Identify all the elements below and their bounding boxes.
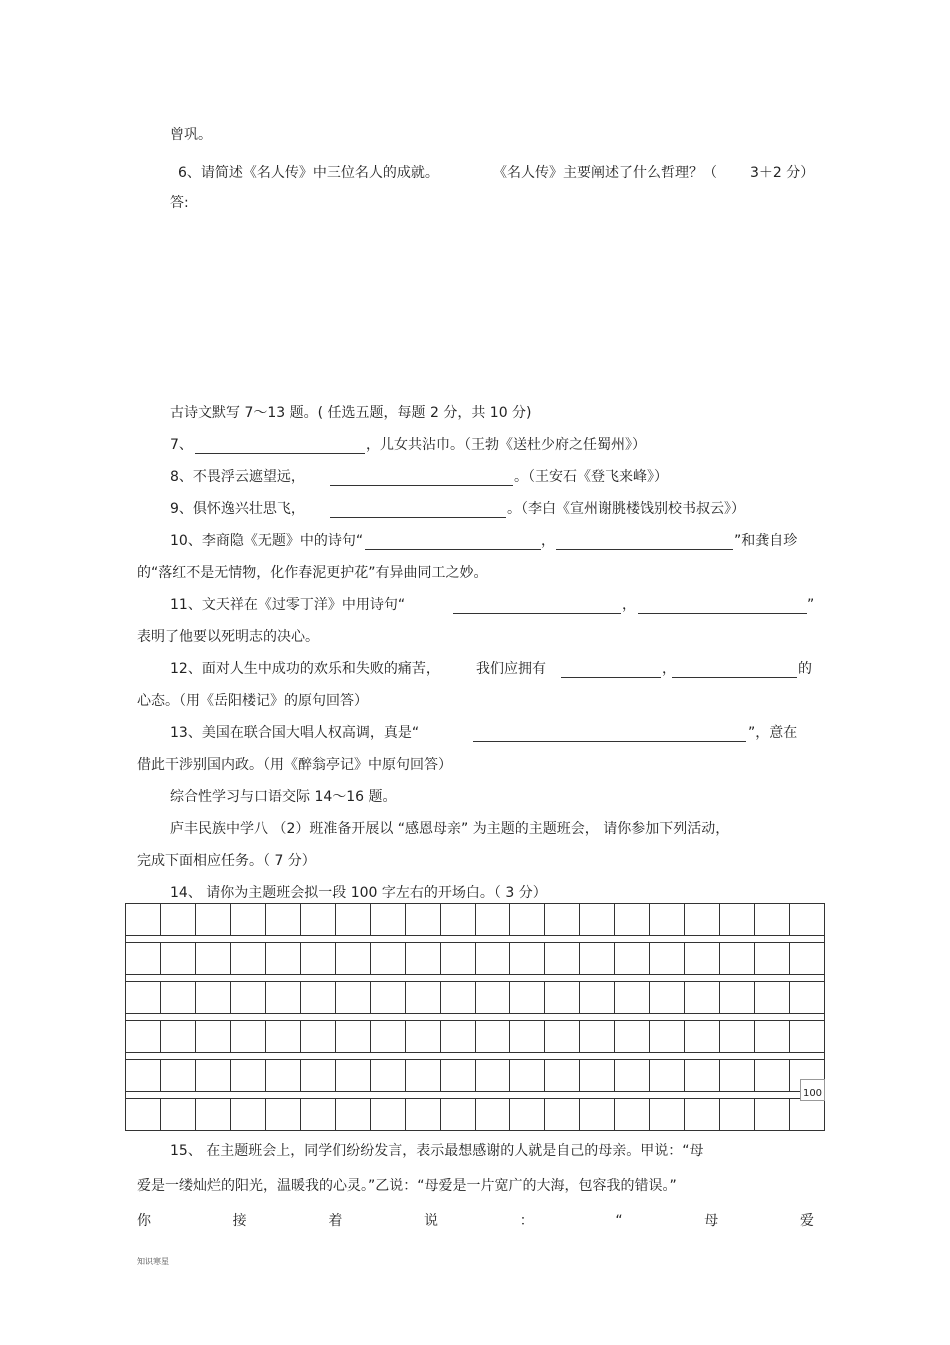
grid-cell[interactable]: [441, 943, 476, 974]
grid-cell[interactable]: [790, 904, 824, 935]
grid-cell[interactable]: [301, 1060, 336, 1091]
prompt-char: 母: [704, 1213, 719, 1229]
grid-cell[interactable]: [231, 1021, 266, 1052]
answer-blank: [330, 484, 513, 486]
question-9-source: 。（李白《宣州谢朓楼饯别校书叔云》）: [507, 501, 745, 517]
grid-cell[interactable]: [196, 904, 231, 935]
grid-cell[interactable]: [196, 1021, 231, 1052]
grid-cell[interactable]: [720, 982, 755, 1013]
grid-cell[interactable]: [196, 1060, 231, 1091]
grid-cell[interactable]: [126, 1060, 161, 1091]
grid-cell[interactable]: [196, 982, 231, 1013]
question-10-tail: ”和龚自珍: [734, 533, 798, 549]
footer-note: 知识寒星: [137, 1257, 169, 1266]
comma: ，: [662, 661, 676, 677]
grid-cell[interactable]: [650, 943, 685, 974]
grid-cell[interactable]: [441, 1021, 476, 1052]
grid-cell[interactable]: [126, 982, 161, 1013]
grid-cell[interactable]: [406, 1021, 441, 1052]
grid-cell[interactable]: [510, 982, 545, 1013]
grid-cell[interactable]: [266, 943, 301, 974]
grid-cell[interactable]: [406, 1099, 441, 1130]
grid-cell[interactable]: [545, 904, 580, 935]
prompt-char: 接: [232, 1213, 247, 1229]
prompt-char: ：: [519, 1213, 534, 1229]
grid-cell[interactable]: [790, 1021, 824, 1052]
answer-blank: [195, 452, 365, 454]
answer-blank: [638, 612, 807, 614]
grid-cell[interactable]: [545, 1021, 580, 1052]
question-6: 6、请简述《名人传》中三位名人的成就。: [178, 165, 439, 181]
grid-cell[interactable]: [615, 982, 650, 1013]
grid-row: [125, 1020, 825, 1053]
grid-cell[interactable]: [580, 1099, 615, 1130]
grid-cell[interactable]: [371, 1099, 406, 1130]
question-15-line2: 爱是一缕灿烂的阳光，温暖我的心灵。”乙说：“母爱是一片宽广的大海，包容我的错误。”: [137, 1178, 677, 1194]
grid-row: [125, 942, 825, 975]
grid-cell[interactable]: [580, 1021, 615, 1052]
grid-cell[interactable]: [406, 982, 441, 1013]
grid-cell[interactable]: [266, 982, 301, 1013]
prompt-char: 爱: [799, 1213, 814, 1229]
grid-row: [125, 1098, 825, 1131]
grid-cell[interactable]: [336, 1099, 371, 1130]
grid-cell[interactable]: [685, 982, 720, 1013]
question-13: 13、美国在联合国大唱人权高调，真是“: [170, 725, 420, 741]
grid-row: [125, 981, 825, 1014]
grid-cell[interactable]: [196, 1099, 231, 1130]
answer-prompt-line: [137, 1212, 814, 1230]
grid-cell[interactable]: [301, 904, 336, 935]
grid-cell[interactable]: [231, 1099, 266, 1130]
grid-cell[interactable]: [650, 982, 685, 1013]
grid-cell[interactable]: [301, 1099, 336, 1130]
grid-cell[interactable]: [371, 1021, 406, 1052]
grid-cell[interactable]: [126, 904, 161, 935]
answer-blank: [672, 676, 797, 678]
grid-cell[interactable]: [336, 1060, 371, 1091]
grid-cell[interactable]: [615, 943, 650, 974]
grid-cell[interactable]: [161, 982, 196, 1013]
question-10: 10、李商隐《无题》中的诗句“: [170, 533, 364, 549]
grid-cell[interactable]: [755, 1021, 790, 1052]
grid-cell[interactable]: [476, 904, 511, 935]
grid-cell[interactable]: [615, 1021, 650, 1052]
grid-cell[interactable]: [580, 982, 615, 1013]
grid-cell[interactable]: [685, 1021, 720, 1052]
composition-grid[interactable]: [125, 903, 825, 1125]
answer-blank: [561, 676, 661, 678]
grid-cell[interactable]: [476, 982, 511, 1013]
question-12: 12、面对人生中成功的欢乐和失败的痛苦，: [170, 661, 440, 677]
grid-cell[interactable]: [755, 904, 790, 935]
answer-blank: [556, 548, 733, 550]
grid-cell[interactable]: [406, 1060, 441, 1091]
grid-cell[interactable]: [266, 1060, 301, 1091]
grid-cell[interactable]: [126, 1099, 161, 1130]
question-8-source: 。（王安石《登飞来峰》）: [514, 469, 668, 485]
question-6-part: 《名人传》主要阐述了什么哲理？（: [493, 165, 717, 181]
grid-cell[interactable]: [720, 904, 755, 935]
grid-cell[interactable]: [301, 1021, 336, 1052]
grid-cell[interactable]: [790, 943, 824, 974]
question-6-score: 3＋2 分）: [750, 165, 815, 181]
question-13-line2: 借此干涉别国内政。（用《醉翁亭记》中原句回答）: [137, 757, 452, 773]
question-11-line2: 表明了他要以死明志的决心。: [137, 629, 319, 645]
grid-cell[interactable]: [685, 943, 720, 974]
grid-cell[interactable]: [476, 1099, 511, 1130]
grid-cell[interactable]: [650, 1099, 685, 1130]
grid-cell[interactable]: [510, 1021, 545, 1052]
prompt-char: 着: [328, 1213, 343, 1229]
intro-line: 完成下面相应任务。（ 7 分）: [137, 853, 316, 869]
quote-mark: ”: [807, 597, 815, 613]
grid-cell[interactable]: [336, 943, 371, 974]
grid-cell[interactable]: [790, 1099, 824, 1130]
grid-cell[interactable]: [685, 1099, 720, 1130]
grid-cell[interactable]: [266, 1021, 301, 1052]
grid-cell[interactable]: [126, 943, 161, 974]
grid-cell[interactable]: [371, 1060, 406, 1091]
comma: ，: [622, 597, 636, 613]
grid-cell[interactable]: [510, 1060, 545, 1091]
grid-cell[interactable]: [406, 904, 441, 935]
grid-cell[interactable]: [755, 1099, 790, 1130]
grid-cell[interactable]: [510, 1099, 545, 1130]
question-14: 14、 请你为主题班会拟一段 100 字左右的开场白。（ 3 分）: [170, 885, 547, 901]
grid-cell[interactable]: [580, 943, 615, 974]
grid-cell[interactable]: [196, 943, 231, 974]
question-10-line2: 的“落红不是无情物，化作春泥更护花”有异曲同工之妙。: [137, 565, 488, 581]
grid-cell[interactable]: [406, 943, 441, 974]
grid-cell[interactable]: [441, 1099, 476, 1130]
grid-cell[interactable]: [615, 904, 650, 935]
grid-cell[interactable]: [650, 904, 685, 935]
question-7-number: 7、: [170, 437, 193, 453]
grid-cell[interactable]: [580, 1060, 615, 1091]
grid-cell[interactable]: [441, 982, 476, 1013]
grid-cell[interactable]: [336, 1021, 371, 1052]
grid-cell[interactable]: [510, 904, 545, 935]
grid-cell[interactable]: [371, 904, 406, 935]
intro-line: 庐丰民族中学八 （2）班准备开展以 “感恩母亲” 为主题的主题班会， 请你参加下列活动，: [170, 821, 730, 837]
answer-blank: [330, 516, 506, 518]
grid-cell[interactable]: [755, 982, 790, 1013]
grid-cell[interactable]: [755, 1060, 790, 1091]
grid-cell[interactable]: [650, 1060, 685, 1091]
prompt-char: “: [615, 1213, 623, 1229]
grid-cell[interactable]: [371, 982, 406, 1013]
grid-cell[interactable]: [231, 943, 266, 974]
grid-cell[interactable]: [720, 943, 755, 974]
grid-cell[interactable]: [371, 943, 406, 974]
question-12-tail: 的: [798, 661, 812, 677]
text-line: 曾巩。: [170, 127, 212, 143]
grid-cell[interactable]: [615, 1099, 650, 1130]
grid-cell[interactable]: [476, 1060, 511, 1091]
question-12-line2: 心态。（用《岳阳楼记》的原句回答）: [137, 693, 368, 709]
answer-blank: [453, 612, 621, 614]
grid-cell[interactable]: [441, 1060, 476, 1091]
grid-cell[interactable]: [161, 1060, 196, 1091]
grid-cell[interactable]: [720, 1060, 755, 1091]
question-12-part: 我们应拥有: [476, 661, 546, 677]
question-7: ，儿女共沾巾。（王勃《送杜少府之任蜀州》）: [366, 437, 646, 453]
grid-cell[interactable]: [266, 1099, 301, 1130]
question-8: 8、不畏浮云遮望远，: [170, 469, 305, 485]
word-count-marker: 100: [800, 1079, 825, 1101]
grid-cell[interactable]: [301, 943, 336, 974]
answer-label: 答:: [170, 195, 189, 211]
question-11: 11、文天祥在《过零丁洋》中用诗句“: [170, 597, 406, 613]
question-13-tail: ”，意在: [748, 725, 798, 741]
grid-cell[interactable]: [650, 1021, 685, 1052]
grid-cell[interactable]: [720, 1021, 755, 1052]
answer-blank: [365, 548, 541, 550]
grid-cell[interactable]: [266, 904, 301, 935]
answer-blank: [473, 740, 746, 742]
grid-row: [125, 903, 825, 936]
grid-cell[interactable]: [720, 1099, 755, 1130]
grid-cell[interactable]: [336, 904, 371, 935]
question-15: 15、 在主题班会上，同学们纷纷发言，表示最想感谢的人就是自己的母亲。甲说：“母: [170, 1143, 704, 1159]
grid-cell[interactable]: [161, 943, 196, 974]
grid-cell[interactable]: [545, 1099, 580, 1130]
grid-cell[interactable]: [161, 1021, 196, 1052]
grid-cell[interactable]: [755, 943, 790, 974]
grid-cell[interactable]: [545, 1060, 580, 1091]
grid-cell[interactable]: [301, 982, 336, 1013]
grid-cell[interactable]: [615, 1060, 650, 1091]
grid-cell[interactable]: [685, 1060, 720, 1091]
grid-cell[interactable]: [161, 904, 196, 935]
prompt-char: 说: [424, 1213, 439, 1229]
section-heading: 古诗文默写 7～13 题。( 任选五题，每题 2 分，共 10 分): [170, 405, 532, 421]
grid-cell[interactable]: [441, 904, 476, 935]
grid-cell[interactable]: [231, 1060, 266, 1091]
question-9: 9、俱怀逸兴壮思飞，: [170, 501, 305, 517]
grid-cell[interactable]: [685, 904, 720, 935]
grid-cell[interactable]: [126, 1021, 161, 1052]
grid-row: [125, 1059, 825, 1092]
grid-cell[interactable]: [231, 904, 266, 935]
grid-cell[interactable]: [790, 982, 824, 1013]
grid-cell[interactable]: [580, 904, 615, 935]
grid-cell[interactable]: [510, 943, 545, 974]
grid-cell[interactable]: [476, 943, 511, 974]
grid-cell[interactable]: [336, 982, 371, 1013]
grid-cell[interactable]: [161, 1099, 196, 1130]
section-heading: 综合性学习与口语交际 14～16 题。: [170, 789, 397, 805]
prompt-char: 你: [137, 1213, 151, 1229]
comma: ，: [541, 533, 555, 549]
grid-cell[interactable]: [476, 1021, 511, 1052]
grid-cell[interactable]: [545, 943, 580, 974]
grid-cell[interactable]: [231, 982, 266, 1013]
grid-cell[interactable]: [545, 982, 580, 1013]
